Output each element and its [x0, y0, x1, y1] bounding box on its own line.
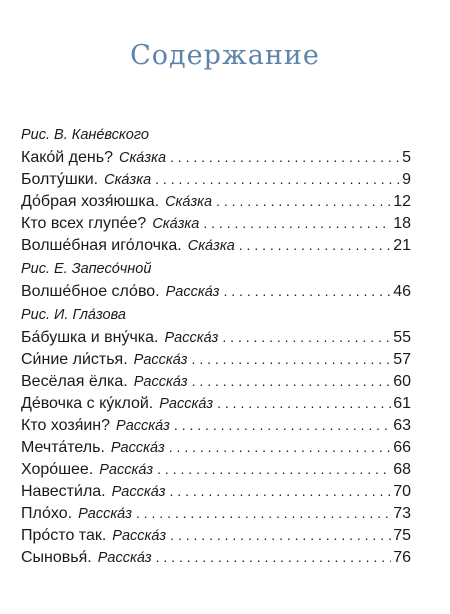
- entry-title: Навести́ла.: [21, 483, 106, 500]
- dot-leader: [192, 348, 392, 370]
- entry-page-number: 63: [393, 417, 411, 434]
- dot-leader: [155, 168, 400, 190]
- dot-leader: [170, 146, 400, 168]
- toc-entry[interactable]: [21, 502, 411, 524]
- toc-entry[interactable]: [21, 458, 411, 480]
- entry-title: Волше́бное сло́во.: [21, 283, 160, 300]
- dot-leader: [157, 458, 391, 480]
- entry-genre: Расска́з: [99, 462, 154, 478]
- entry-title: Сыновья́.: [21, 549, 92, 566]
- entry-page-number: 18: [393, 215, 411, 232]
- entry-page-number: 9: [402, 171, 411, 188]
- entry-genre: Расска́з: [112, 528, 167, 544]
- entry-genre: Расска́з: [133, 374, 188, 390]
- toc-entry[interactable]: [21, 370, 411, 392]
- dot-leader: [224, 280, 392, 302]
- toc-entry[interactable]: [21, 392, 411, 414]
- entry-genre: Расска́з: [165, 284, 220, 300]
- entry-page-number: 60: [393, 373, 411, 390]
- table-of-contents: [21, 125, 411, 571]
- entry-genre: Расска́з: [116, 418, 170, 434]
- toc-entry[interactable]: [21, 414, 411, 436]
- entry-genre: Расска́з: [164, 330, 219, 346]
- toc-entry[interactable]: [21, 524, 411, 546]
- entry-page-number: 61: [393, 395, 411, 412]
- entry-page-number: 46: [393, 283, 411, 300]
- entry-title: Како́й день?: [21, 149, 113, 166]
- toc-entry[interactable]: [21, 168, 411, 190]
- entry-title: Про́сто так.: [21, 527, 107, 544]
- entry-genre: Ска́зка: [118, 150, 167, 166]
- illustrator-credit: Рис. И. Гла́зова: [21, 307, 126, 323]
- entry-title: Мечта́тель.: [21, 439, 105, 456]
- dot-leader: [203, 212, 391, 234]
- toc-entry[interactable]: [21, 190, 411, 212]
- entry-title: Пло́хо.: [21, 505, 73, 522]
- entry-page-number: 68: [393, 461, 411, 478]
- dot-leader: [170, 480, 392, 502]
- entry-page-number: 70: [393, 483, 411, 500]
- dot-leader: [170, 524, 391, 546]
- entry-genre: Ска́зка: [104, 172, 152, 188]
- toc-entry[interactable]: [21, 326, 411, 348]
- dot-leader: [239, 234, 391, 256]
- entry-genre: Расска́з: [78, 506, 132, 522]
- entry-page-number: 76: [393, 549, 411, 566]
- dot-leader: [169, 436, 391, 458]
- entry-title: Хоро́шее.: [21, 461, 94, 478]
- entry-genre: Расска́з: [111, 484, 166, 500]
- entry-page-number: 75: [393, 527, 411, 544]
- dot-leader: [156, 546, 392, 568]
- toc-entry[interactable]: [21, 146, 411, 168]
- dot-leader: [136, 502, 391, 524]
- dot-leader: [216, 190, 391, 212]
- entry-genre: Расска́з: [159, 396, 214, 412]
- entry-title: Ба́бушка и вну́чка.: [21, 329, 159, 346]
- toc-entry[interactable]: [21, 280, 411, 302]
- entry-page-number: 21: [393, 237, 411, 254]
- entry-genre: Расска́з: [110, 440, 165, 456]
- toc-section: [21, 259, 411, 302]
- toc-entry[interactable]: [21, 436, 411, 458]
- dot-leader: [222, 326, 391, 348]
- entry-title: Кто всех глупе́е?: [21, 215, 147, 232]
- dot-leader: [192, 370, 392, 392]
- entry-page-number: 12: [393, 193, 411, 210]
- toc-entry[interactable]: [21, 546, 411, 568]
- page-title: Содержание: [130, 40, 320, 71]
- entry-page-number: 5: [402, 149, 411, 166]
- entry-title: Волше́бная иго́лочка.: [21, 237, 182, 254]
- toc-entry[interactable]: [21, 348, 411, 370]
- entry-title: До́брая хозя́юшка.: [21, 193, 160, 210]
- toc-entry[interactable]: [21, 212, 411, 234]
- toc-entry[interactable]: [21, 480, 411, 502]
- entry-title: Кто хозя́ин?: [21, 417, 111, 434]
- entry-page-number: 66: [393, 439, 411, 456]
- entry-page-number: 73: [393, 505, 411, 522]
- toc-entry[interactable]: [21, 234, 411, 256]
- dot-leader: [217, 392, 391, 414]
- dot-leader: [174, 414, 391, 436]
- entry-genre: Ска́зка: [165, 194, 213, 210]
- entry-genre: Ска́зка: [152, 216, 200, 232]
- entry-title: Де́вочка с ку́клой.: [21, 395, 154, 412]
- illustrator-credit: Рис. Е. Запесо́чной: [21, 261, 152, 277]
- illustrator-credit: Рис. В. Кане́вского: [21, 127, 149, 143]
- entry-title: Болту́шки.: [21, 171, 99, 188]
- entry-genre: Расска́з: [97, 550, 152, 566]
- entry-title: Си́ние ли́стья.: [21, 351, 128, 368]
- entry-genre: Ска́зка: [187, 238, 235, 254]
- entry-genre: Расска́з: [133, 352, 188, 368]
- entry-page-number: 55: [393, 329, 411, 346]
- entry-page-number: 57: [393, 351, 411, 368]
- toc-section: [21, 305, 411, 568]
- toc-section: [21, 125, 411, 256]
- entry-title: Весёлая ёлка.: [21, 373, 128, 390]
